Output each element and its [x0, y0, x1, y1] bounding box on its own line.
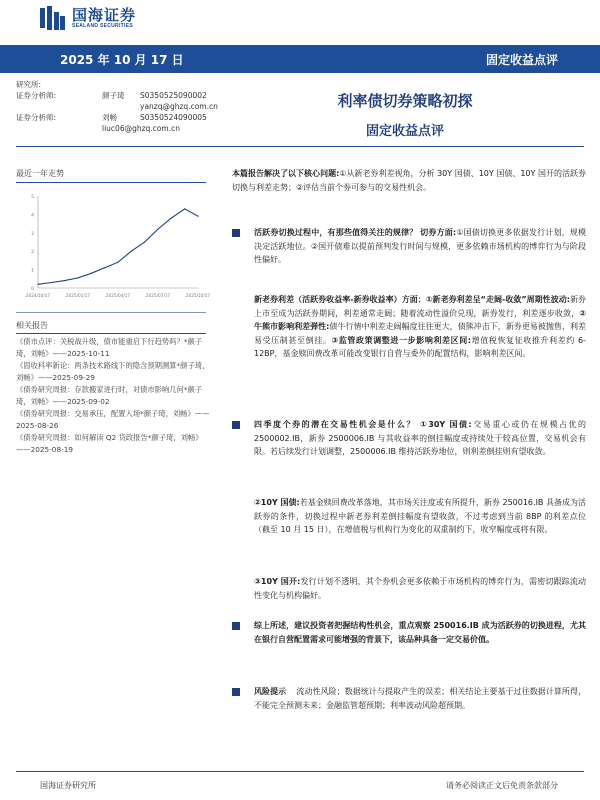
related-reports-label: 相关报告	[16, 321, 48, 330]
related-report-item[interactable]: 《债券研究周报：存款搬家进行时，对债市影响几何*颜子琦，刘畅》——2025-09-02	[16, 385, 203, 406]
series-point	[77, 277, 78, 278]
y-tick-label: 0	[31, 287, 34, 292]
analyst-row: 证券分析师: 刘畅 S0350524090005	[16, 113, 207, 122]
logo-name-en: SEALAND SECURITIES	[72, 23, 133, 29]
header-divider	[16, 146, 584, 147]
footer-divider	[16, 771, 584, 772]
report-category: 固定收益点评	[485, 53, 558, 67]
sidebar-divider	[16, 182, 206, 183]
related-report-item[interactable]: 《债市点评：关税战升级，债市能重启下行趋势吗？*颜子琦，刘畅》——2025-10-11	[16, 337, 203, 358]
analyst-email[interactable]: yanzq@ghzq.com.cn	[140, 102, 218, 111]
analyst-info	[16, 79, 218, 134]
analyst-cert: S0350525090002	[140, 91, 207, 100]
analyst-email[interactable]: liuc06@ghzq.com.cn	[102, 124, 180, 133]
footer-institute: 国海证券研究所	[40, 781, 96, 790]
related-reports-list	[16, 336, 212, 456]
x-tick-label: 2025/07/17	[145, 293, 171, 298]
series-point	[131, 251, 132, 252]
risk-paragraph: 风险提示 流动性风险；数据统计与提取产生的误差；相关结论主要基于过往数据计算所得，不能完全预测未来；金融监管超预期；利率波动风险超预期。	[254, 687, 586, 710]
report-title: 利率债切券策略初探	[337, 92, 473, 110]
sidebar-divider	[16, 333, 206, 334]
series-point	[157, 229, 158, 230]
section-paragraph: ③10Y 国开:发行计划不透明，其个券机会更多依赖于市场机构的博弈行为，需密切跟踪流动性变化与机构偏好。	[254, 577, 587, 600]
y-tick-label: 2	[31, 250, 34, 256]
trend-label: 最近一年走势	[16, 169, 64, 178]
sidebar-divider	[16, 312, 206, 313]
series-point	[171, 217, 172, 218]
analyst-name: 刘畅	[102, 113, 117, 122]
analyst-cert: S0350524090005	[140, 113, 207, 122]
report-date: 2025 年 10 月 17 日	[60, 53, 184, 67]
series-point	[64, 280, 65, 281]
y-tick-label: 3	[31, 231, 34, 237]
x-tick-label: 2025/04/17	[105, 293, 131, 298]
logo-mark-icon	[40, 6, 66, 30]
intro-paragraph: 本篇报告解决了以下核心问题:①从新老券利差视角，分析 30Y 国债、10Y 国债、10Y 国开的活跃券切换与利差走势；②评估当前个券可参与的交易性机会。	[232, 169, 586, 192]
y-tick-label: 1	[31, 268, 34, 274]
logo-name-cn: 国海证券	[72, 6, 137, 24]
section-paragraph: ②10Y 国债:若基金赎回费改革落地，其市场关注度或有所提升，新券 250016.IB 具备成为活跃券的条件，切换过程中新老券利差倒挂幅度有望收敛，不过考虑到当前 8BP 的利差点位（截至 10 月 15 日），在增值税与机构行为变化的双重制约下，收窄幅度或将有限。	[254, 498, 586, 534]
analyst-row: 证券分析师: 颜子琦 S0350525090002	[16, 91, 207, 100]
series-point	[91, 273, 92, 274]
conclusion-paragraph: 综上所述，建议投资者把握结构性机会，重点观察 250016.IB 成为活跃券的切换进程，尤其在银行自营配置需求可能增强的背景下，该品种具备一定交易价值。	[254, 621, 586, 644]
research-institute-label: 研究所:	[16, 80, 42, 89]
report-subtitle: 固定收益点评	[365, 124, 444, 139]
series-line	[38, 209, 198, 284]
x-tick-label: 2025/10/17	[185, 293, 211, 298]
header-banner	[0, 45, 600, 73]
x-tick-label: 2025/01/17	[65, 293, 91, 298]
series-point	[197, 216, 198, 217]
series-point	[117, 262, 118, 263]
company-logo	[40, 6, 136, 30]
y-tick-label: 4	[31, 213, 34, 219]
section-paragraph: 新老券利差（活跃券收益率-新券收益率）方面：①新老券利差呈“走阔-收敛”周期性波动:新券上市至成为活跃券期间，利差通常走阔；随着流动性溢价兑现，新券发行，利差逐步收敛，②牛熊市影响利差弹性:债牛行情中利差走阔幅度往往更大，债熊冲击下，新券更易被抛售，利差易受压制甚至倒挂。③监管政策调整进一步影响利差区间:增值税恢复征收推升利差约 6-12BP，基金赎回费改革可能改变银行自营与委外的配置结构，影响利差区间。	[254, 295, 586, 358]
related-report-item[interactable]: 《固收科率新论：两条技术路线下的隐含预期测算*颜子琦，刘畅》——2025-09-29	[16, 361, 210, 382]
footer-disclaimer[interactable]: 请务必阅读正文后免责条款部分	[446, 781, 558, 790]
series-point	[51, 282, 52, 283]
analyst-name: 颜子琦	[102, 91, 125, 100]
x-tick-label: 2024/10/17	[25, 293, 51, 298]
related-report-item[interactable]: 《债券研究周报：如何解读 Q2 货政报告*颜子琦，刘畅》——2025-08-19	[16, 433, 203, 454]
trend-chart-svg	[16, 188, 211, 308]
trend-chart	[16, 188, 211, 308]
section-paragraph: 活跃券切换过程中，有那些值得关注的规律？ 切券方面:①国债切换更多依据发行计划，规模决定活跃地位。②国开债难以提前预判发行时间与规模，更多依赖市场机构的博弈行为与阶段性偏好。	[254, 228, 586, 264]
y-tick-label: 5	[31, 195, 34, 200]
section-paragraph: 四季度个券的潜在交易性机会是什么？ ①30Y 国债:交易重心或仍在规模占优的 2500002.IB，新券 2500006.IB 与其收益率的倒挂幅度或持续处于较高位置，交易机会有限。若后续发行计划调整，2500006.IB 维持活跃券地位，则利差倒挂则有望收敛。	[254, 420, 587, 456]
series-point	[184, 208, 185, 209]
series-point	[104, 267, 105, 268]
related-report-item[interactable]: 《债券研究周报：交易承压，配置入场*颜子琦，刘畅》——2025-08-26	[16, 409, 210, 430]
series-point	[37, 284, 38, 285]
series-point	[144, 241, 145, 242]
